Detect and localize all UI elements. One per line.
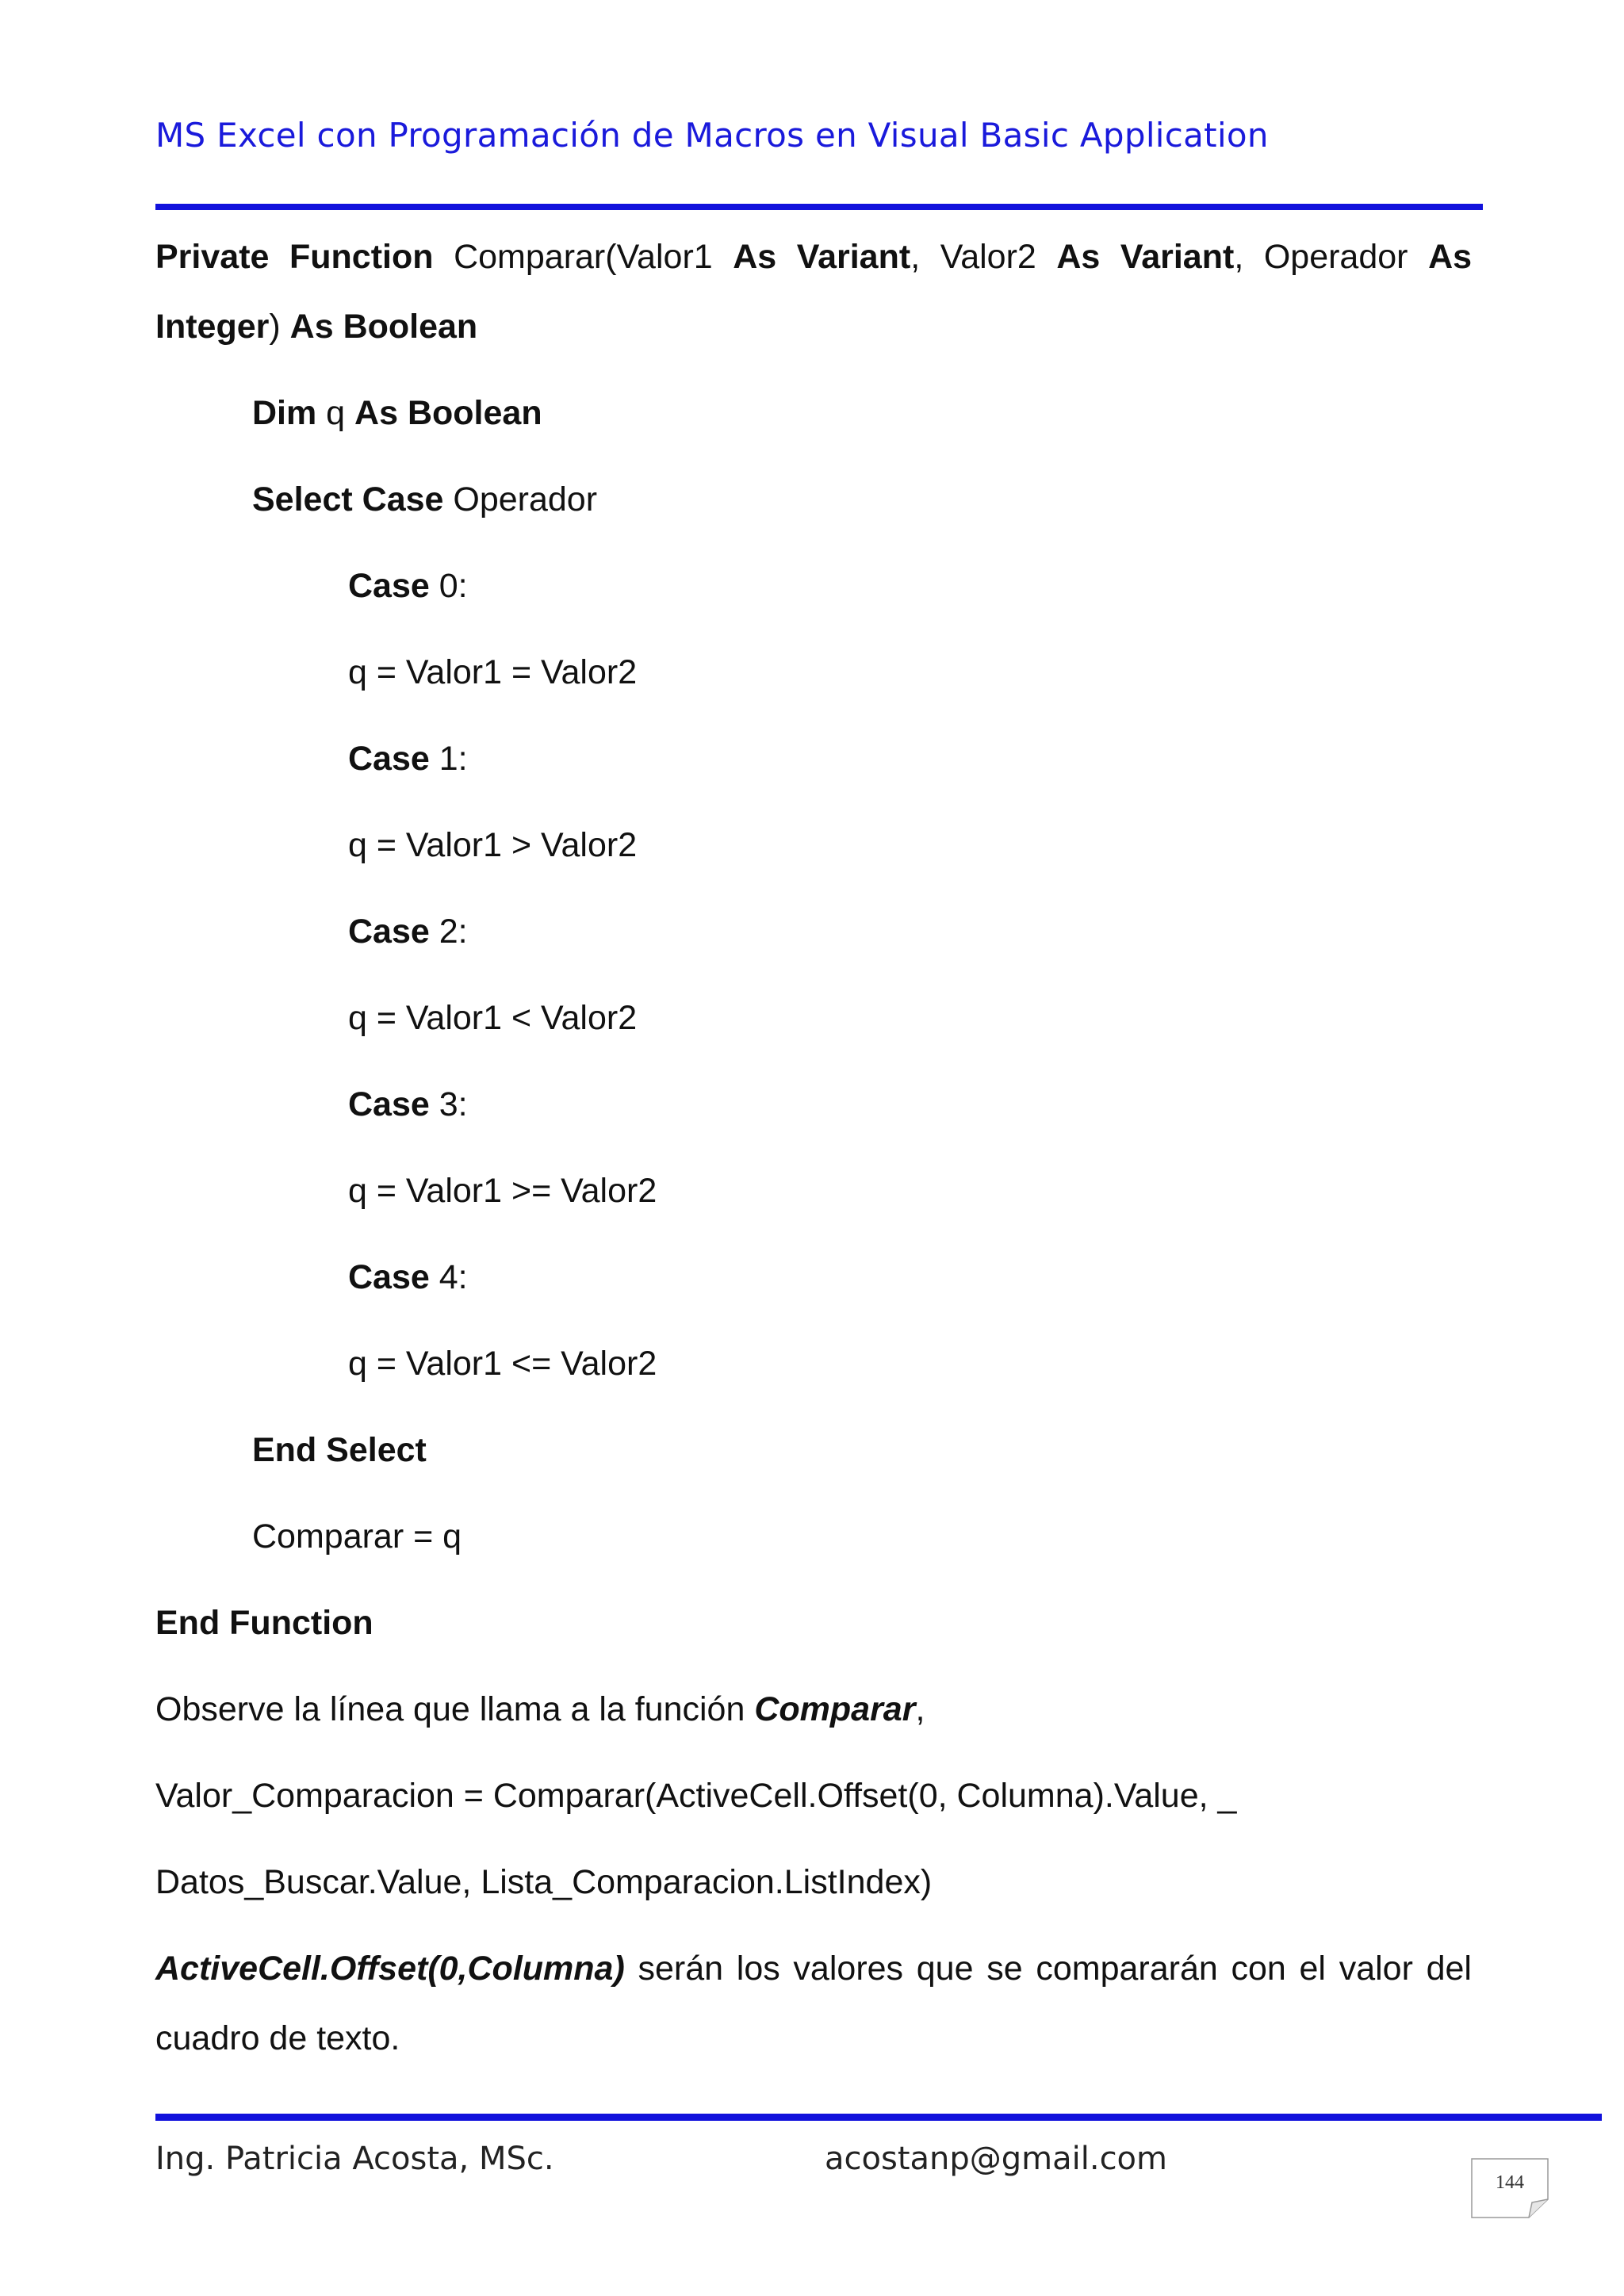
code-keyword: End Select [252,1431,427,1469]
body-call-line-2: Datos_Buscar.Value, Lista_Comparacion.ListIndex) [155,1863,933,1901]
code-expression: Operador [443,480,598,519]
code-keyword: Integer [155,308,270,346]
code-variable: q [316,394,355,432]
code-separator: , [910,238,921,276]
code-keyword: As [733,238,777,276]
code-case-label: 2: [429,913,468,951]
code-keyword: Function [289,238,434,276]
page-header-title: MS Excel con Programación de Macros en Visual Basic Application [155,116,1269,155]
footer-email: acostanp@gmail.com [825,2141,1167,2177]
code-keyword: End Function [155,1604,373,1642]
code-keyword: Case [348,740,430,778]
code-statement-line: q = Valor1 >= Valor2 [348,1172,657,1210]
code-case-line [348,911,468,952]
code-assign-line: Comparar = q [252,1517,462,1556]
code-select-line [252,479,597,520]
code-keyword: Case [348,1258,430,1296]
code-param: Operador [1263,238,1408,276]
footer-author: Ing. Patricia Acosta, MSc. [155,2141,554,2177]
body-text: serán los valores que se compararán con el valor del [624,1950,1472,1988]
code-case-line [348,565,468,607]
body-paragraph-line-1 [155,1948,1472,1989]
header-divider [155,204,1483,210]
code-case-line [348,1084,468,1125]
page-number: 144 [1496,2172,1524,2193]
code-keyword: Dim [252,394,317,432]
code-keyword: As Boolean [354,394,542,432]
code-case-label: 4: [429,1258,468,1296]
code-dim-line [252,392,542,434]
code-case-line [348,738,468,779]
code-keyword: Private [155,238,270,276]
body-observe-line [155,1689,925,1730]
code-end-select-line [252,1429,427,1471]
code-case-label: 1: [429,740,468,778]
code-statement-line: q = Valor1 <= Valor2 [348,1345,657,1383]
code-case-label: 3: [429,1085,468,1123]
footer-divider [155,2114,1602,2121]
code-keyword: As Boolean [289,308,478,346]
code-keyword: Variant [1120,238,1235,276]
code-keyword: As [1056,238,1101,276]
code-function-name: Comparar(Valor1 [454,238,713,276]
code-case-label: 0: [429,567,468,605]
code-separator: , [1234,238,1244,276]
code-keyword: Case [348,1085,430,1123]
code-keyword: Select Case [252,480,444,519]
code-keyword: Case [348,567,430,605]
body-call-line-1: Valor_Comparacion = Comparar(ActiveCell.Offset(0, Columna).Value, _ [155,1777,1237,1815]
code-signature-line-1 [155,236,1472,277]
code-statement-line: q = Valor1 = Valor2 [348,653,638,691]
code-statement-line: q = Valor1 > Valor2 [348,826,638,864]
body-paragraph-line-2: cuadro de texto. [155,2019,400,2057]
code-keyword: Case [348,913,430,951]
code-keyword: Variant [796,238,911,276]
body-text: , [915,1690,925,1728]
code-case-line [348,1257,468,1298]
code-keyword: As [1428,238,1473,276]
body-emphasis: ActiveCell.Offset(0,Columna) [155,1950,625,1988]
body-text: Observe la línea que llama a la función [155,1690,755,1728]
code-param: Valor2 [940,238,1036,276]
code-statement-line: q = Valor1 < Valor2 [348,999,638,1037]
code-end-function-line [155,1602,373,1644]
body-emphasis: Comparar [754,1690,916,1728]
code-paren: ) [269,308,281,346]
page-number-box [1471,2158,1549,2218]
code-signature-line-2 [155,306,477,347]
